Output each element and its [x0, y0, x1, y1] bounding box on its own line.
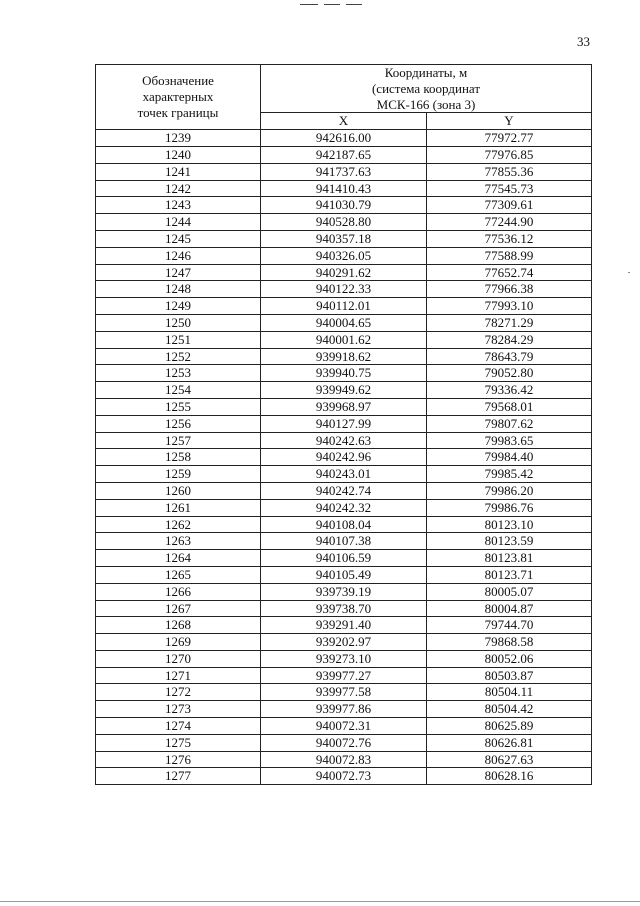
- x-cell: 940242.74: [261, 482, 427, 499]
- x-cell: 940528.80: [261, 214, 427, 231]
- y-cell: 80123.10: [427, 516, 592, 533]
- x-cell: 940072.83: [261, 751, 427, 768]
- y-cell: 80625.89: [427, 718, 592, 735]
- x-cell: 939949.62: [261, 382, 427, 399]
- point-cell: 1255: [96, 398, 261, 415]
- y-cell: 80004.87: [427, 600, 592, 617]
- x-cell: 940242.96: [261, 449, 427, 466]
- table-row: [96, 432, 592, 449]
- y-cell: 79984.40: [427, 449, 592, 466]
- point-cell: 1239: [96, 130, 261, 147]
- point-cell: 1259: [96, 466, 261, 483]
- point-header-line: Обозначение: [142, 73, 214, 89]
- y-cell: 79986.20: [427, 482, 592, 499]
- point-cell: 1264: [96, 550, 261, 567]
- point-cell: 1262: [96, 516, 261, 533]
- x-cell: 940291.62: [261, 264, 427, 281]
- y-cell: 78271.29: [427, 314, 592, 331]
- page-bottom-edge: [0, 901, 640, 902]
- x-cell: 942187.65: [261, 146, 427, 163]
- point-cell: 1253: [96, 365, 261, 382]
- x-cell: 940127.99: [261, 415, 427, 432]
- y-cell: 80628.16: [427, 768, 592, 785]
- table-row: [96, 533, 592, 550]
- table-row: [96, 163, 592, 180]
- table-row: [96, 449, 592, 466]
- y-cell: 80052.06: [427, 650, 592, 667]
- point-cell: 1240: [96, 146, 261, 163]
- y-cell: 77972.77: [427, 130, 592, 147]
- x-cell: 940072.31: [261, 718, 427, 735]
- x-cell: 941737.63: [261, 163, 427, 180]
- table-row: [96, 365, 592, 382]
- point-cell: 1261: [96, 499, 261, 516]
- table-row: [96, 331, 592, 348]
- y-cell: 80504.11: [427, 684, 592, 701]
- y-cell: 79983.65: [427, 432, 592, 449]
- x-cell: 940106.59: [261, 550, 427, 567]
- y-cell: 79744.70: [427, 617, 592, 634]
- y-cell: 79052.80: [427, 365, 592, 382]
- table-row: [96, 466, 592, 483]
- x-cell: 940105.49: [261, 566, 427, 583]
- table-row: [96, 314, 592, 331]
- table-row: [96, 415, 592, 432]
- y-cell: 79986.76: [427, 499, 592, 516]
- page-number: 33: [577, 34, 590, 49]
- point-cell: 1256: [96, 415, 261, 432]
- y-cell: 80123.59: [427, 533, 592, 550]
- x-cell: 940001.62: [261, 331, 427, 348]
- x-cell: 939739.19: [261, 583, 427, 600]
- y-cell: 77545.73: [427, 180, 592, 197]
- y-cell: 79336.42: [427, 382, 592, 399]
- table-row: [96, 718, 592, 735]
- point-cell: 1277: [96, 768, 261, 785]
- point-cell: 1254: [96, 382, 261, 399]
- table-row: [96, 701, 592, 718]
- table-row: [96, 751, 592, 768]
- y-cell: 79985.42: [427, 466, 592, 483]
- table-header: [96, 65, 592, 130]
- point-cell: 1258: [96, 449, 261, 466]
- point-cell: 1274: [96, 718, 261, 735]
- table-row: [96, 230, 592, 247]
- table-row: [96, 197, 592, 214]
- y-cell: 77652.74: [427, 264, 592, 281]
- y-column-header: Y: [427, 113, 592, 130]
- point-designation-header: [96, 65, 261, 130]
- table-row: [96, 281, 592, 298]
- point-cell: 1245: [96, 230, 261, 247]
- header-dash-marks: [300, 4, 364, 8]
- table-row: [96, 382, 592, 399]
- y-cell: 79868.58: [427, 634, 592, 651]
- table-row: [96, 684, 592, 701]
- y-cell: 80005.07: [427, 583, 592, 600]
- point-cell: 1260: [96, 482, 261, 499]
- y-cell: 77309.61: [427, 197, 592, 214]
- point-cell: 1243: [96, 197, 261, 214]
- x-cell: 940242.63: [261, 432, 427, 449]
- x-cell: 940072.73: [261, 768, 427, 785]
- scan-mark: [628, 272, 630, 273]
- x-cell: 940108.04: [261, 516, 427, 533]
- x-column-header: X: [261, 113, 427, 130]
- x-cell: 940107.38: [261, 533, 427, 550]
- point-cell: 1249: [96, 298, 261, 315]
- table-row: [96, 734, 592, 751]
- y-cell: 77244.90: [427, 214, 592, 231]
- table-row: [96, 650, 592, 667]
- y-cell: 77536.12: [427, 230, 592, 247]
- x-cell: 940357.18: [261, 230, 427, 247]
- point-cell: 1268: [96, 617, 261, 634]
- point-cell: 1272: [96, 684, 261, 701]
- x-cell: 939273.10: [261, 650, 427, 667]
- point-cell: 1269: [96, 634, 261, 651]
- table-row: [96, 583, 592, 600]
- table-row: [96, 499, 592, 516]
- point-cell: 1273: [96, 701, 261, 718]
- table-row: [96, 667, 592, 684]
- y-cell: 80123.81: [427, 550, 592, 567]
- y-cell: 80627.63: [427, 751, 592, 768]
- table-row: [96, 130, 592, 147]
- point-cell: 1248: [96, 281, 261, 298]
- y-cell: 77966.38: [427, 281, 592, 298]
- point-cell: 1267: [96, 600, 261, 617]
- x-cell: 939202.97: [261, 634, 427, 651]
- x-cell: 939738.70: [261, 600, 427, 617]
- point-cell: 1246: [96, 247, 261, 264]
- table-row: [96, 634, 592, 651]
- coordinates-header: [261, 65, 592, 113]
- y-cell: 80626.81: [427, 734, 592, 751]
- x-cell: 939977.27: [261, 667, 427, 684]
- y-cell: 77855.36: [427, 163, 592, 180]
- table-body: [96, 130, 592, 785]
- x-cell: 940122.33: [261, 281, 427, 298]
- x-cell: 939918.62: [261, 348, 427, 365]
- table-row: [96, 214, 592, 231]
- point-header-line: характерных: [142, 89, 214, 105]
- point-cell: 1276: [96, 751, 261, 768]
- y-cell: 77976.85: [427, 146, 592, 163]
- y-cell: 79807.62: [427, 415, 592, 432]
- point-cell: 1251: [96, 331, 261, 348]
- point-cell: 1263: [96, 533, 261, 550]
- coords-header-line: (система координат: [371, 80, 481, 96]
- table-row: [96, 348, 592, 365]
- coordinates-table: [95, 64, 592, 785]
- x-cell: 939291.40: [261, 617, 427, 634]
- table-row: [96, 180, 592, 197]
- table-row: [96, 516, 592, 533]
- y-cell: 80503.87: [427, 667, 592, 684]
- x-cell: 940112.01: [261, 298, 427, 315]
- y-cell: 79568.01: [427, 398, 592, 415]
- x-cell: 939977.86: [261, 701, 427, 718]
- x-cell: 942616.00: [261, 130, 427, 147]
- coords-header-line: Координаты, м: [384, 65, 468, 80]
- table-row: [96, 398, 592, 415]
- point-cell: 1242: [96, 180, 261, 197]
- point-cell: 1241: [96, 163, 261, 180]
- x-cell: 940072.76: [261, 734, 427, 751]
- table-row: [96, 264, 592, 281]
- x-cell: 940326.05: [261, 247, 427, 264]
- y-cell: 77588.99: [427, 247, 592, 264]
- x-cell: 940242.32: [261, 499, 427, 516]
- table-row: [96, 550, 592, 567]
- table-row: [96, 247, 592, 264]
- y-cell: 80504.42: [427, 701, 592, 718]
- y-cell: 77993.10: [427, 298, 592, 315]
- table-row: [96, 482, 592, 499]
- y-cell: 78284.29: [427, 331, 592, 348]
- point-cell: 1266: [96, 583, 261, 600]
- x-cell: 941030.79: [261, 197, 427, 214]
- table-row: [96, 617, 592, 634]
- point-cell: 1247: [96, 264, 261, 281]
- table-row: [96, 146, 592, 163]
- point-cell: 1244: [96, 214, 261, 231]
- x-cell: 940004.65: [261, 314, 427, 331]
- x-cell: 941410.43: [261, 180, 427, 197]
- point-cell: 1252: [96, 348, 261, 365]
- point-cell: 1275: [96, 734, 261, 751]
- point-cell: 1270: [96, 650, 261, 667]
- x-cell: 939968.97: [261, 398, 427, 415]
- point-header-line: точек границы: [137, 104, 219, 120]
- x-cell: 939977.58: [261, 684, 427, 701]
- x-cell: 940243.01: [261, 466, 427, 483]
- table-row: [96, 768, 592, 785]
- table-row: [96, 298, 592, 315]
- point-cell: 1271: [96, 667, 261, 684]
- point-cell: 1265: [96, 566, 261, 583]
- table-row: [96, 600, 592, 617]
- coords-header-line: МСК-166 (зона 3): [376, 96, 476, 112]
- y-cell: 80123.71: [427, 566, 592, 583]
- table-row: [96, 566, 592, 583]
- x-cell: 939940.75: [261, 365, 427, 382]
- point-cell: 1257: [96, 432, 261, 449]
- y-cell: 78643.79: [427, 348, 592, 365]
- point-cell: 1250: [96, 314, 261, 331]
